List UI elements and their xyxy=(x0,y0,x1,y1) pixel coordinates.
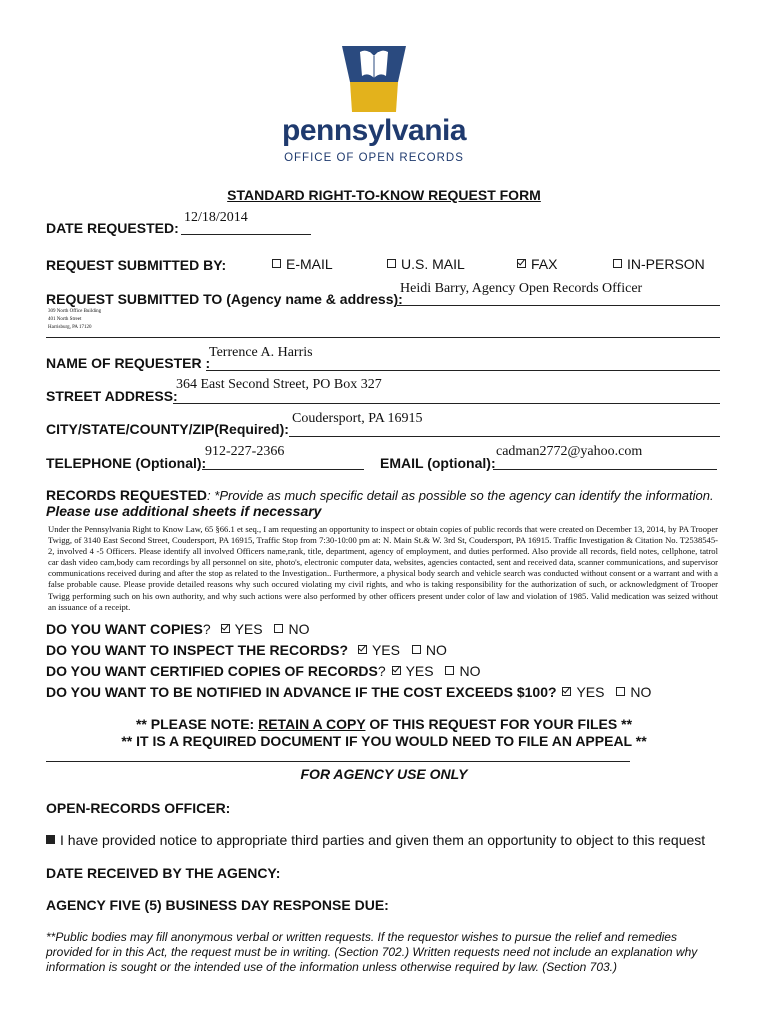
street-address-line xyxy=(173,403,720,404)
question-copies-text: DO YOU WANT COPIES xyxy=(46,621,203,637)
notice-line-1 xyxy=(0,716,768,732)
email-label: EMAIL (optional): xyxy=(380,455,496,471)
question-inspect-text: DO YOU WANT TO INSPECT THE RECORDS? xyxy=(46,642,349,658)
address-line-2: 401 North Street xyxy=(48,317,82,322)
cost-no-checkbox[interactable] xyxy=(616,687,625,696)
question-inspect xyxy=(46,642,447,658)
third-party-text: I have provided notice to appropriate third parties and given them an opportunity to object to this request xyxy=(60,832,706,848)
separator-line xyxy=(46,761,630,762)
third-party-checkbox[interactable] xyxy=(46,835,55,844)
option-fax-label: FAX xyxy=(531,256,558,272)
question-copies: DO YOU WANT COPIES? YES NO xyxy=(46,621,310,637)
telephone-value[interactable]: 912-227-2366 xyxy=(205,444,285,459)
street-address-value[interactable]: 364 East Second Street, PO Box 327 xyxy=(176,377,382,392)
option-us-mail-label: U.S. MAIL xyxy=(401,256,465,272)
copies-no-label: NO xyxy=(288,621,310,637)
submitted-by-label: REQUEST SUBMITTED BY: xyxy=(46,257,227,273)
street-address-label: STREET ADDRESS: xyxy=(46,388,178,404)
response-due-label: AGENCY FIVE (5) BUSINESS DAY RESPONSE DUE: xyxy=(46,897,389,913)
date-requested-line xyxy=(181,234,311,235)
inspect-yes-checkbox[interactable] xyxy=(358,645,367,654)
option-in-person-label: IN-PERSON xyxy=(627,256,705,272)
in-person-checkbox[interactable] xyxy=(613,259,622,268)
question-cost-text: DO YOU WANT TO BE NOTIFIED IN ADVANCE IF THE COST EXCEEDS $100? xyxy=(46,684,557,700)
option-in-person[interactable] xyxy=(613,256,705,272)
cost-no-label: NO xyxy=(630,684,652,700)
option-us-mail[interactable] xyxy=(387,256,465,272)
records-body[interactable]: Under the Pennsylvania Right to Know Law, 65 §66.1 et seq., I am requesting an opportunity to inspect or obtain copies of public records that were created on December 13, 2014, by PA Trooper Twigg, of 3140 East Second Street, Coudersport, PA 16915, Traffic Stop from 7:30-10:00 pm at: N. Main St.& W. 3rd St, Coudersport, PA 16915. Traffic Investigation & Citation No. T2538545-2, involved 4 -5 Officers. Please identify all involved Officers name,rank, title, department, agency of employment, and duties performed. Also provide all records, field notes, cellphone, tatrol car dash video cam,body cam recordings by all personnel on site, photo's, electronic computer data, websites, agencies contacted, sent and received data, scanner communications, and supervisor communications received during and after the stop as related to the Investigation.. Furthermore, a physical body search and vehicle search was conducted without consent or a warrant and with a false probable cause. Please provide detailed reasons why such occured violating my civil rights, and who is taking responsibility for the authorization of such, or acknowledgment of Trooper Twigg performing such on his own authority, and why such actions were also performed by other officers present under color of law and violation of 1985. Valid medication was seized without an issuance of a receipt. xyxy=(48,524,718,612)
notice-post: OF THIS REQUEST FOR YOUR FILES ** xyxy=(365,716,633,732)
email-line xyxy=(493,469,717,470)
email-value[interactable]: cadman2772@yahoo.com xyxy=(496,444,643,459)
certified-yes-label: YES xyxy=(405,663,434,679)
logo-subtitle: OFFICE OF OPEN RECORDS xyxy=(284,152,464,164)
option-email[interactable] xyxy=(272,256,333,272)
option-fax[interactable] xyxy=(517,256,557,272)
question-certified: DO YOU WANT CERTIFIED COPIES OF RECORDS? YES NO xyxy=(46,663,481,679)
us-mail-checkbox[interactable] xyxy=(387,259,396,268)
city-line xyxy=(289,436,720,437)
address-line-1: 309 North Office Building xyxy=(48,309,102,314)
cost-yes-checkbox[interactable] xyxy=(562,687,571,696)
fax-checkbox[interactable] xyxy=(517,259,526,268)
submitted-to-value[interactable]: Heidi Barry, Agency Open Records Officer xyxy=(400,281,643,296)
question-cost xyxy=(46,684,651,700)
address-line-3: Harrisburg, PA 17120 xyxy=(48,325,92,330)
city-label: CITY/STATE/COUNTY/ZIP(Required): xyxy=(46,421,289,437)
keystone-book-icon xyxy=(340,42,408,114)
notice-pre: ** PLEASE NOTE: xyxy=(135,716,259,732)
email-checkbox[interactable] xyxy=(272,259,281,268)
inspect-no-label: NO xyxy=(425,642,447,658)
inspect-yes-label: YES xyxy=(371,642,400,658)
records-label: RECORDS REQUESTED xyxy=(46,487,208,503)
footnote: **Public bodies may fill anonymous verbal or written requests. If the requestor wishes to pursue the relief and remedies provided for in this Act, the request must be in writing. (Section 702.) Written requests need not include an explanation why information is sought or the intended use of the information unless otherwise required by law. (Section 703.) xyxy=(46,930,698,974)
pa-logo xyxy=(282,42,466,172)
certified-no-checkbox[interactable] xyxy=(445,666,454,675)
records-hint: : *Provide as much specific detail as possible so the agency can identify the information. xyxy=(207,488,714,503)
option-email-label: E-MAIL xyxy=(286,256,333,272)
third-party-row xyxy=(46,832,705,848)
date-requested-label: DATE REQUESTED: xyxy=(46,220,179,236)
submitted-to-label: REQUEST SUBMITTED TO (Agency name & address): xyxy=(46,291,403,307)
copies-yes-checkbox[interactable] xyxy=(221,624,230,633)
submitted-to-line xyxy=(397,305,720,306)
date-received-label: DATE RECEIVED BY THE AGENCY: xyxy=(46,865,281,881)
requester-name-line xyxy=(206,370,720,371)
cost-yes-label: YES xyxy=(576,684,605,700)
records-hint-2: Please use additional sheets if necessary xyxy=(46,503,322,519)
requester-name-label: NAME OF REQUESTER : xyxy=(46,355,211,371)
form-title: STANDARD RIGHT-TO-KNOW REQUEST FORM xyxy=(227,187,541,203)
certified-yes-checkbox[interactable] xyxy=(392,666,401,675)
telephone-line xyxy=(202,469,364,470)
logo-name: pennsylvania xyxy=(282,114,467,147)
copies-no-checkbox[interactable] xyxy=(274,624,283,633)
inspect-no-checkbox[interactable] xyxy=(412,645,421,654)
date-requested-value[interactable]: 12/18/2014 xyxy=(184,210,248,225)
notice-retain: RETAIN A COPY xyxy=(258,716,366,732)
telephone-label: TELEPHONE (Optional): xyxy=(46,455,207,471)
records-header xyxy=(46,487,726,503)
officer-label: OPEN-RECORDS OFFICER: xyxy=(46,800,231,816)
city-value[interactable]: Coudersport, PA 16915 xyxy=(292,411,423,426)
notice-line-2: ** IT IS A REQUIRED DOCUMENT IF YOU WOULD NEED TO FILE AN APPEAL ** xyxy=(121,733,647,749)
agency-use-heading: FOR AGENCY USE ONLY xyxy=(300,766,468,782)
address-extra-line xyxy=(46,337,720,338)
requester-name-value[interactable]: Terrence A. Harris xyxy=(209,345,313,360)
certified-no-label: NO xyxy=(459,663,481,679)
copies-yes-label: YES xyxy=(234,621,263,637)
question-certified-text: DO YOU WANT CERTIFIED COPIES OF RECORDS xyxy=(46,663,378,679)
